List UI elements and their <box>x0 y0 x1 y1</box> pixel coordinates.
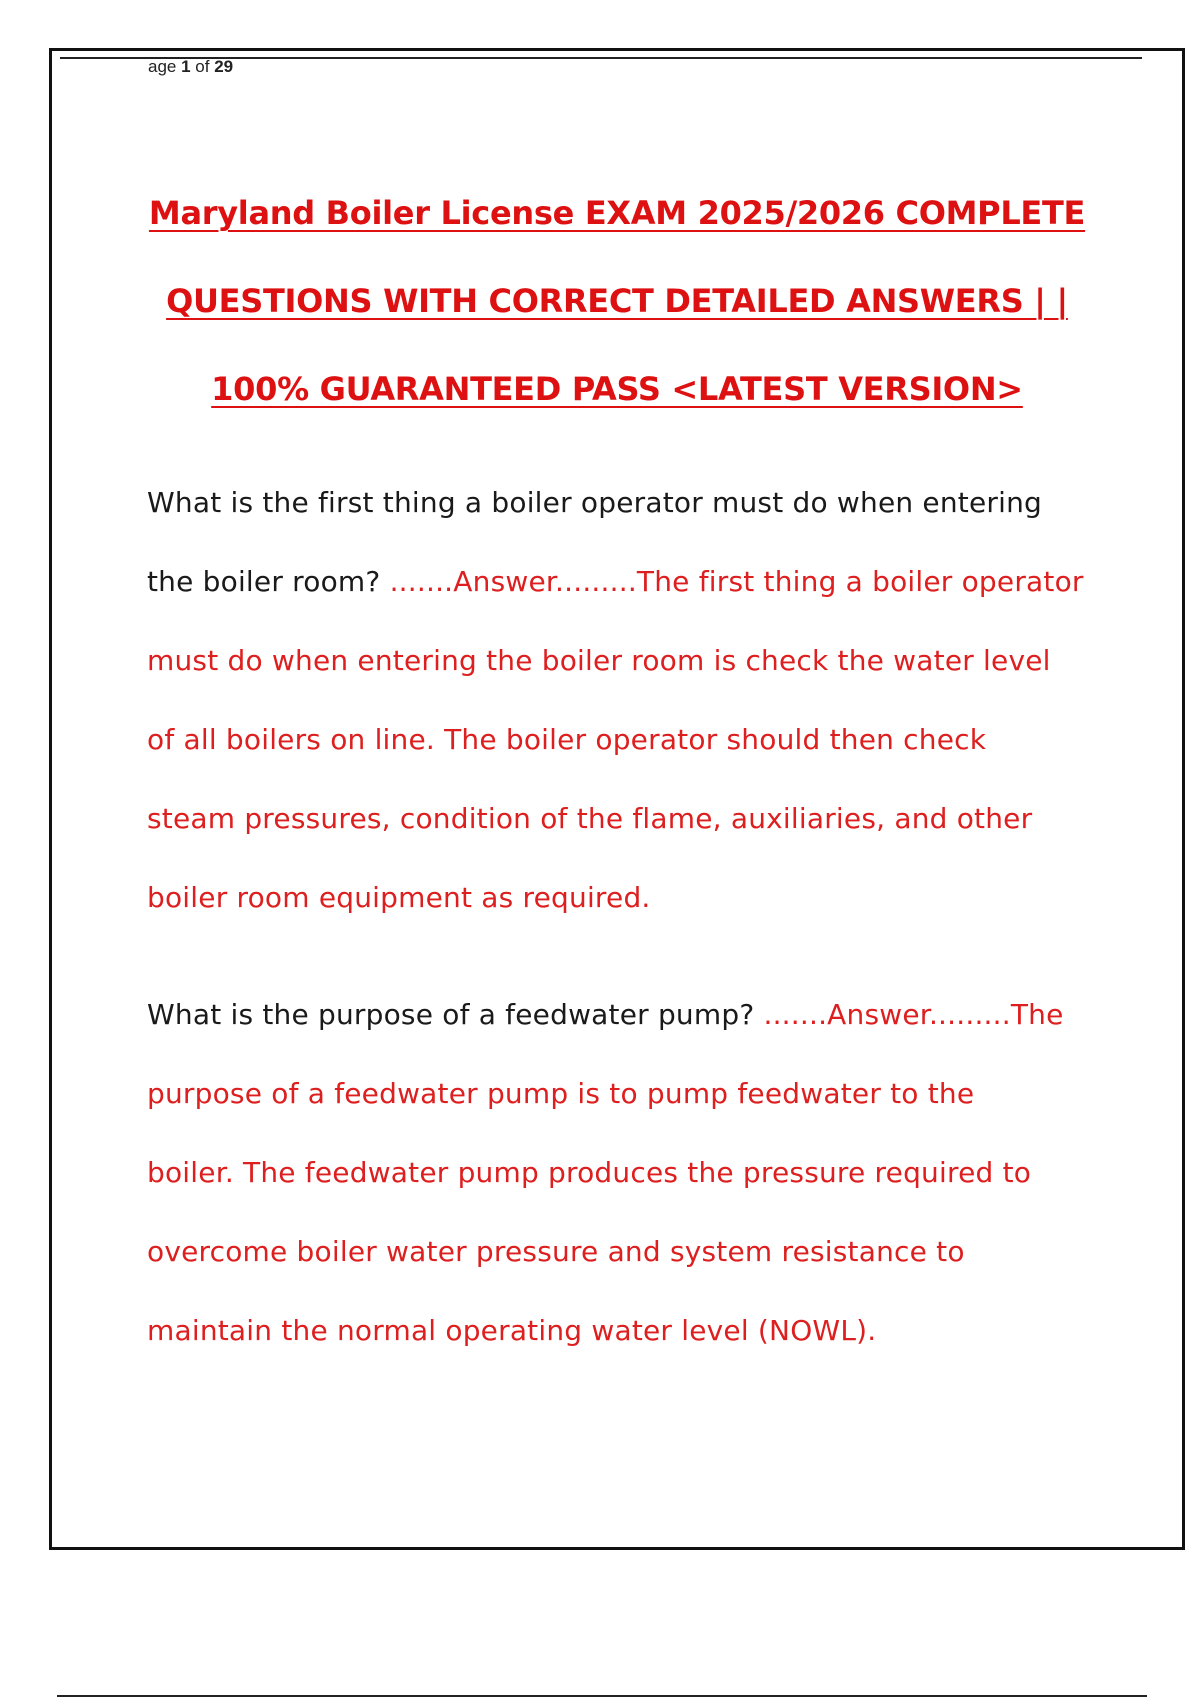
page-total: 29 <box>214 57 234 76</box>
answer-line: boiler room equipment as required. <box>147 881 651 914</box>
title-line-3: 100% GUARANTEED PASS <LATEST VERSION> <box>211 370 1023 408</box>
answer-line: must do when entering the boiler room is check the water level <box>147 644 1051 677</box>
question-line: What is the first thing a boiler operator must do when entering <box>147 486 1043 519</box>
question-line: the boiler room? <box>147 565 390 598</box>
answer-line: steam pressures, condition of the flame, auxiliaries, and other <box>147 802 1033 835</box>
title-line-1: Maryland Boiler License EXAM 2025/2026 COMPLETE <box>148 194 1086 232</box>
page-frame <box>49 48 1185 1550</box>
page-current: 1 <box>181 57 191 76</box>
page-of: of <box>190 57 215 76</box>
document-title <box>52 169 1182 433</box>
qa-block <box>147 463 1137 937</box>
page-prefix: age <box>148 57 182 76</box>
page-number <box>148 57 233 77</box>
answer-line: of all boilers on line. The boiler operator should then check <box>147 723 987 756</box>
answer-line: maintain the normal operating water level (NOWL). <box>147 1314 877 1347</box>
answer-line: overcome boiler water pressure and system resistance to <box>147 1235 965 1268</box>
answer-line: .......Answer.........The first thing a boiler operator <box>389 565 1084 598</box>
qa-block <box>147 975 1137 1370</box>
answer-line: purpose of a feedwater pump is to pump feedwater to the <box>147 1077 975 1110</box>
question-line: What is the purpose of a feedwater pump? <box>147 998 764 1031</box>
next-page-rule <box>57 1695 1147 1697</box>
answer-line: .......Answer.........The <box>763 998 1064 1031</box>
title-line-2: QUESTIONS WITH CORRECT DETAILED ANSWERS | | <box>166 282 1068 320</box>
answer-line: boiler. The feedwater pump produces the pressure required to <box>147 1156 1032 1189</box>
